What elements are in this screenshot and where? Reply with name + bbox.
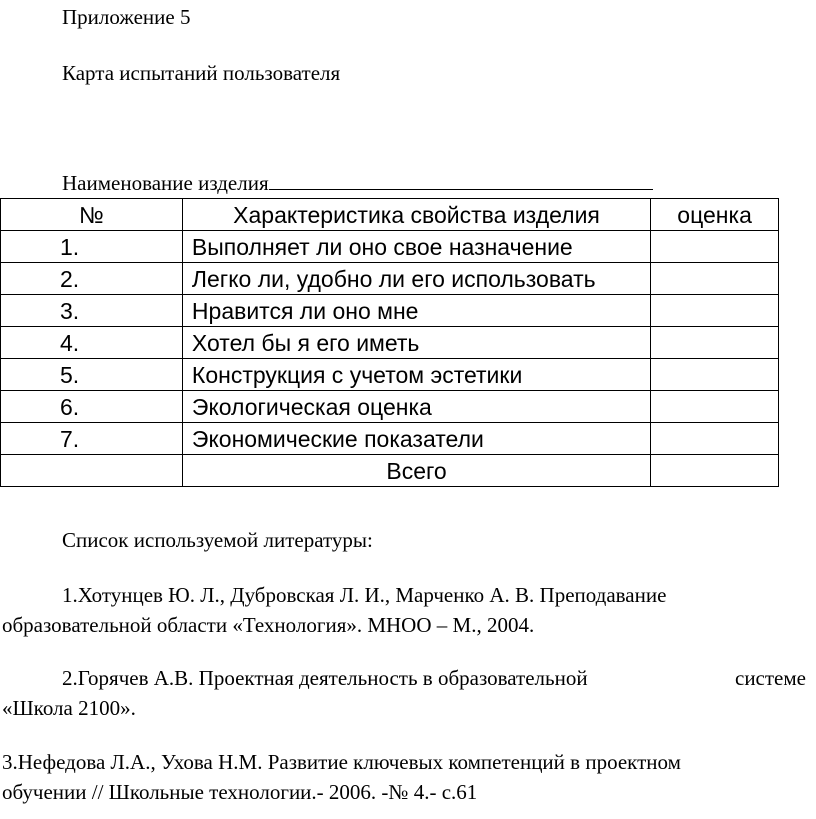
row-number: 6. [1, 391, 183, 423]
row-score [651, 231, 779, 263]
row-score [651, 295, 779, 327]
reference-2-line-1-end: системе [735, 666, 806, 690]
table-row [1, 359, 779, 391]
test-card-table [0, 198, 779, 487]
references-heading: Список используемой литературы: [62, 528, 373, 552]
product-name-label: Наименование изделия [62, 171, 269, 195]
header-score: оценка [651, 199, 779, 231]
reference-1-line-1: 1.Хотунцев Ю. Л., Дубровская Л. И., Марченко А. В. Преподавание [62, 583, 667, 607]
product-name-blank [269, 170, 653, 190]
row-number: 5. [1, 359, 183, 391]
row-score [651, 423, 779, 455]
row-number: 2. [1, 263, 183, 295]
row-number: 3. [1, 295, 183, 327]
row-characteristic: Хотел бы я его иметь [182, 327, 650, 359]
total-score-cell [651, 455, 779, 487]
row-characteristic: Экономические показатели [182, 423, 650, 455]
row-score [651, 359, 779, 391]
product-name-row [62, 170, 653, 196]
row-number: 4. [1, 327, 183, 359]
table-row [1, 391, 779, 423]
table-row [1, 231, 779, 263]
row-number: 1. [1, 231, 183, 263]
reference-1-line-2: образовательной области «Технология». МНОО – М., 2004. [2, 613, 535, 637]
row-characteristic: Легко ли, удобно ли его использовать [182, 263, 650, 295]
row-score [651, 391, 779, 423]
table-row [1, 423, 779, 455]
total-label: Всего [182, 455, 650, 487]
row-characteristic: Нравится ли оно мне [182, 295, 650, 327]
row-characteristic: Экологическая оценка [182, 391, 650, 423]
header-characteristic: Характеристика свойства изделия [182, 199, 650, 231]
table-row [1, 327, 779, 359]
reference-3-line-1: 3.Нефедова Л.А., Ухова Н.М. Развитие ключевых компетенций в проектном [2, 750, 681, 774]
total-number-cell [1, 455, 183, 487]
appendix-label: Приложение 5 [62, 5, 191, 29]
row-number: 7. [1, 423, 183, 455]
reference-2-line-1-start: 2.Горячев А.В. Проектная деятельность в образовательной [62, 666, 588, 690]
page-title: Карта испытаний пользователя [62, 61, 341, 85]
row-characteristic: Выполняет ли оно свое назначение [182, 231, 650, 263]
row-score [651, 263, 779, 295]
reference-2-line-2: «Школа 2100». [2, 696, 136, 720]
table-row [1, 263, 779, 295]
table-header-row [1, 199, 779, 231]
table-row [1, 295, 779, 327]
reference-3-line-2: обучении // Школьные технологии.- 2006. -№ 4.- с.61 [2, 780, 478, 804]
row-score [651, 327, 779, 359]
row-characteristic: Конструкция с учетом эстетики [182, 359, 650, 391]
header-number: № [1, 199, 183, 231]
table-total-row [1, 455, 779, 487]
